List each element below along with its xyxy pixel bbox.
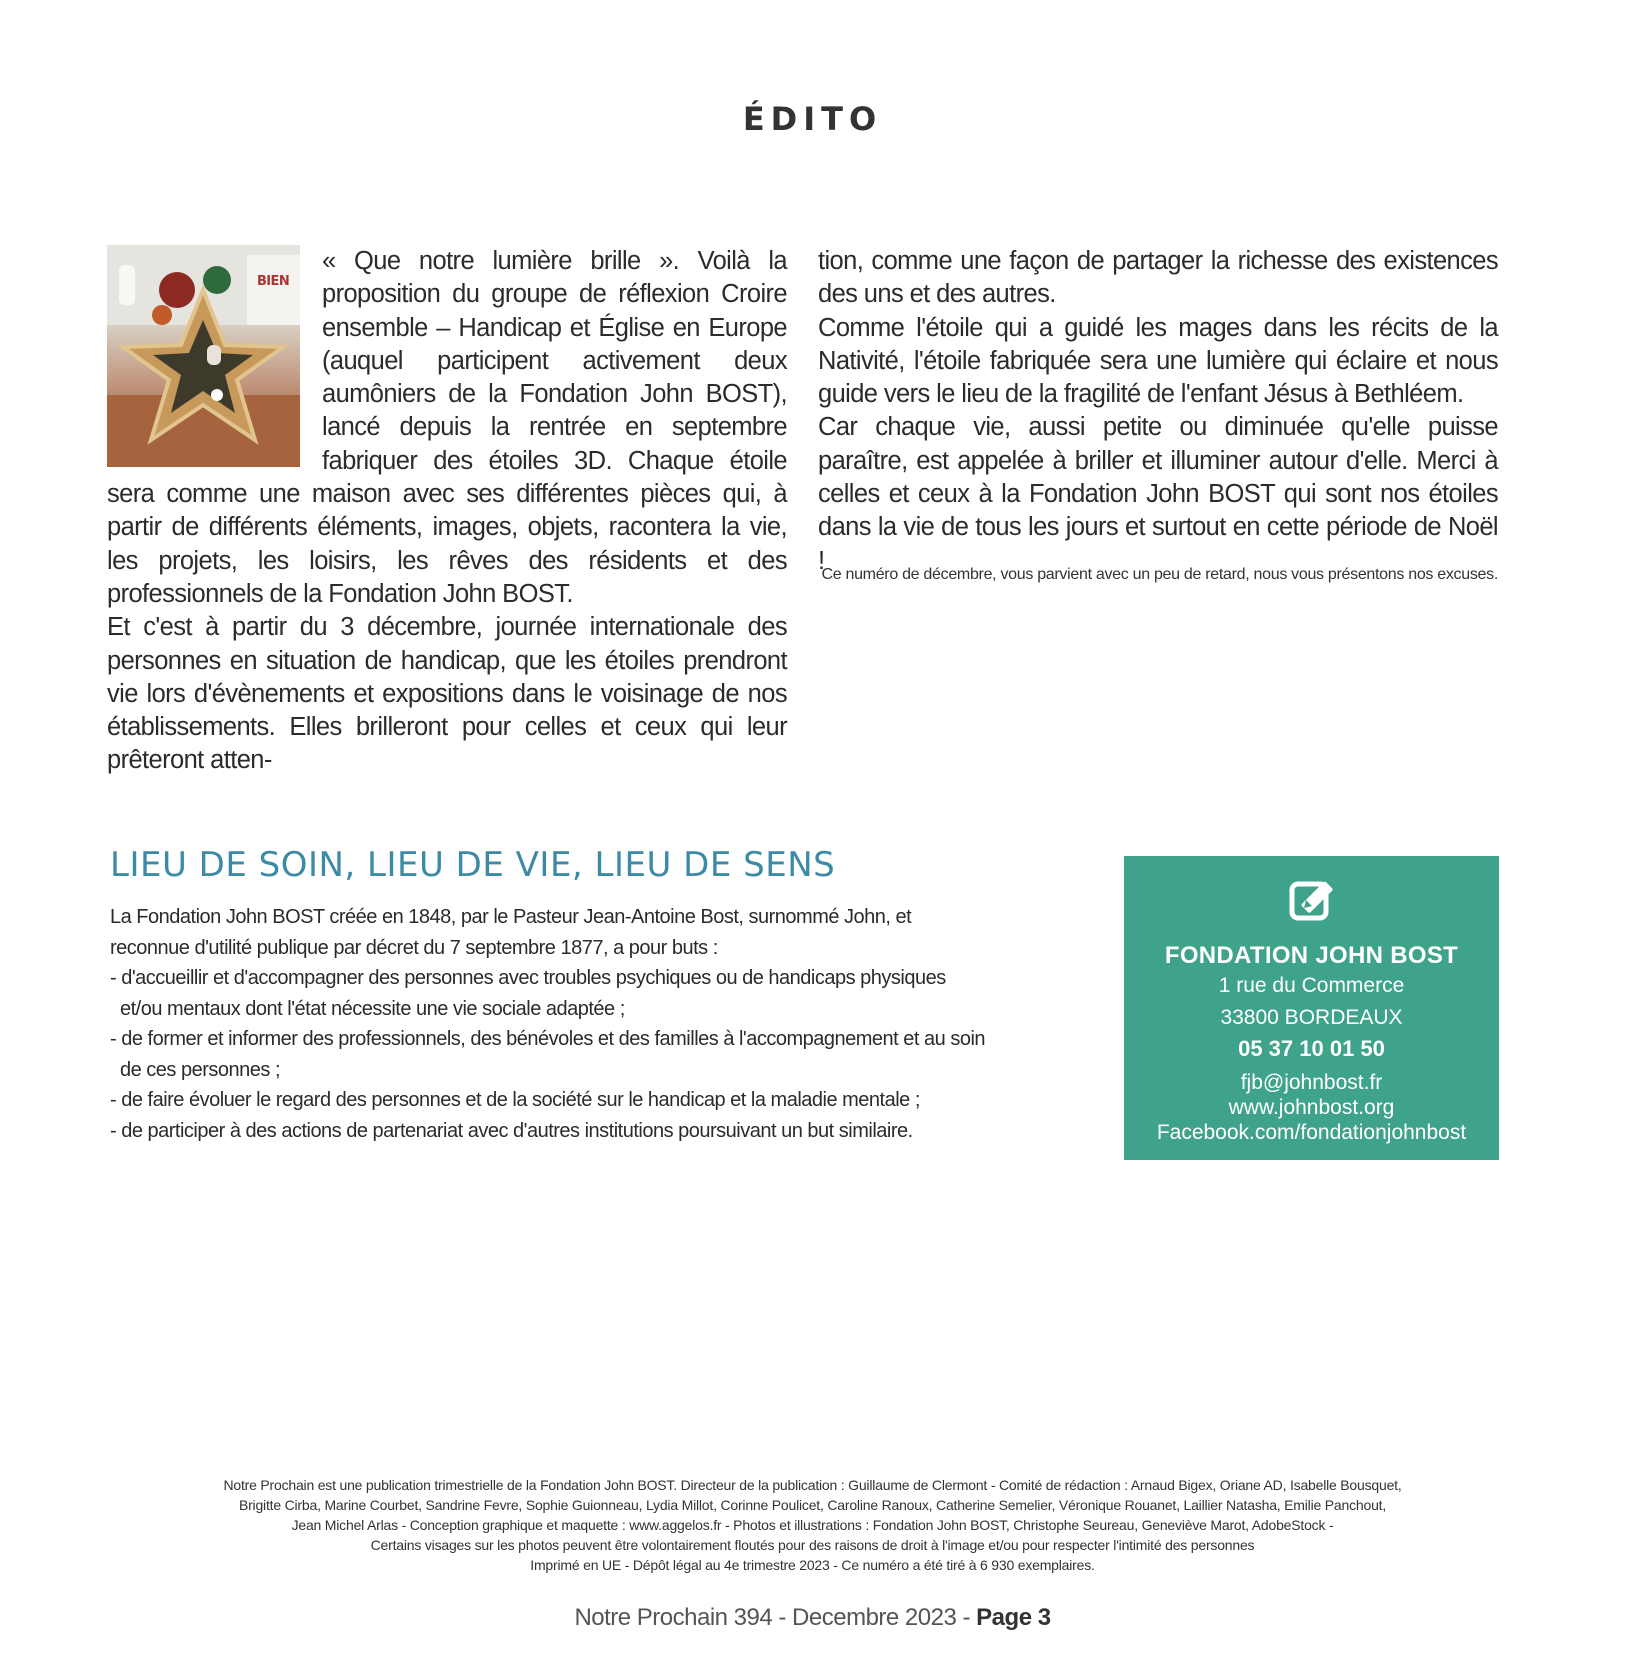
- contact-facebook[interactable]: Facebook.com/fondationjohnbost: [1156, 1121, 1467, 1144]
- page-number: Page 3: [976, 1604, 1051, 1631]
- contact-website[interactable]: www.johnbost.org: [1228, 1096, 1395, 1119]
- colophon-line: Notre Prochain est une publication trimestrielle de la Fondation John BOST. Directeur de la publication : Guillaume de Clermont - Comité de rédaction : Arnaud Bigex, Oriane AD, Isabelle Bousquet,: [223, 1477, 1402, 1493]
- edito-paragraph-2: Et c'est à partir du 3 décembre, journée internationale des personnes en situation de handicap, que les étoiles prendront vie lors d'évènements et expositions dans le voisinage de nos établissements. Elles brilleront pour celles et ceux qui leur prêteront atten-: [107, 613, 787, 775]
- goal-item: - d'accueillir et d'accompagner des personnes avec troubles psychiques ou de handicaps physiques et/ou mentaux dont l'état nécessite une vie sociale adaptée ;: [110, 967, 946, 1020]
- contact-name: FONDATION JOHN BOST: [1164, 942, 1459, 969]
- goal-item: - de former et informer des professionnels, des bénévoles et des familles à l'accompagnement et au soin de ces personnes ;: [110, 1028, 986, 1081]
- edito-paragraph-1: « Que notre lumière brille ». Voilà la proposition du groupe de réflexion Croire ensemble – Handicap et Église en Europe (auquel participent activement deux aumôniers de la Fondation John BOST), lancé depuis la rentrée en septembre fabriquer des étoiles 3D. Chaque étoile sera comme une maison avec ses différentes pièces qui, à partir de différents éléments, images, objets, racontera la vie, les projets, les loisirs, les rêves des résidents et des professionnels de la Fondation John BOST.: [107, 247, 787, 608]
- colophon: [150, 1475, 1475, 1575]
- colophon-line: Jean Michel Arlas - Conception graphique et maquette : www.aggelos.fr - Photos et illustrations : Fondation John BOST, Christophe Seureau, Geneviève Marot, AdobeStock -: [291, 1517, 1334, 1533]
- edito-paragraph-5: Car chaque vie, aussi petite ou diminuée qu'elle puisse paraître, est appelée à briller et illuminer autour d'elle. Merci à celles et ceux à la Fondation John BOST qui sont nos étoiles dans la vie de tous les jours et surtout en cette période de Noël !: [818, 413, 1498, 575]
- edito-paragraph-4: Comme l'étoile qui a guidé les mages dans les récits de la Nativité, l'étoile fabriquée sera une lumière qui éclaire et nous guide vers le lieu de la fragilité de l'enfant Jésus à Bethléem.: [818, 313, 1498, 409]
- colophon-line: Certains visages sur les photos peuvent être volontairement floutés pour des raisons de droit à l'image et/ou pour respecter l'intimité des personnes: [370, 1537, 1255, 1553]
- footer-separator: -: [962, 1604, 970, 1631]
- edito-left-column: [107, 245, 787, 778]
- contact-street: 1 rue du Commerce: [1218, 974, 1405, 997]
- colophon-line: Brigitte Cirba, Marine Courbet, Sandrine Fevre, Sophie Guionneau, Lydia Millot, Corinne Poulicet, Caroline Ranoux, Catherine Semelier, Véronique Rouanet, Laillier Natasha, Emilie Panchout,: [238, 1497, 1387, 1513]
- goal-item: - de participer à des actions de partenariat avec d'autres institutions poursuivant un but similaire.: [110, 1119, 913, 1142]
- edit-icon: [1284, 870, 1340, 926]
- goal-item: - de faire évoluer le regard des personnes et de la société sur le handicap et la maladie mentale ;: [110, 1089, 920, 1111]
- page-title: ÉDITO: [742, 100, 883, 138]
- star-decoration-photo: [107, 245, 300, 467]
- section-body: [110, 902, 990, 1146]
- colophon-line: Imprimé en UE - Dépôt légal au 4e trimestre 2023 - Ce numéro a été tiré à 6 930 exemplaires.: [530, 1557, 1095, 1573]
- contact-phone[interactable]: 05 37 10 01 50: [1238, 1036, 1385, 1061]
- publication-info: Notre Prochain 394 - Decembre 2023: [574, 1604, 957, 1631]
- page-footer: [0, 1604, 1625, 1632]
- edito-right-column: [818, 245, 1498, 578]
- star-photo-illustration: [107, 245, 300, 467]
- contact-city: 33800 BORDEAUX: [1220, 1006, 1403, 1029]
- apology-note: Ce numéro de décembre, vous parvient avec un peu de retard, nous vous présentons nos excuses.: [821, 566, 1498, 583]
- contact-email[interactable]: fjb@johnbost.fr: [1240, 1071, 1383, 1094]
- edito-paragraph-3: tion, comme une façon de partager la richesse des existences des uns et des autres.: [818, 247, 1498, 309]
- section-title: LIEU DE SOIN, LIEU DE VIE, LIEU DE SENS: [110, 845, 836, 885]
- contact-box: [1124, 856, 1499, 1160]
- section-intro: La Fondation John BOST créée en 1848, par le Pasteur Jean-Antoine Bost, surnommé John, et reconnue d'utilité publique par décret du 7 septembre 1877, a pour buts :: [110, 906, 912, 959]
- photo-sign-text: BIEN: [257, 274, 290, 289]
